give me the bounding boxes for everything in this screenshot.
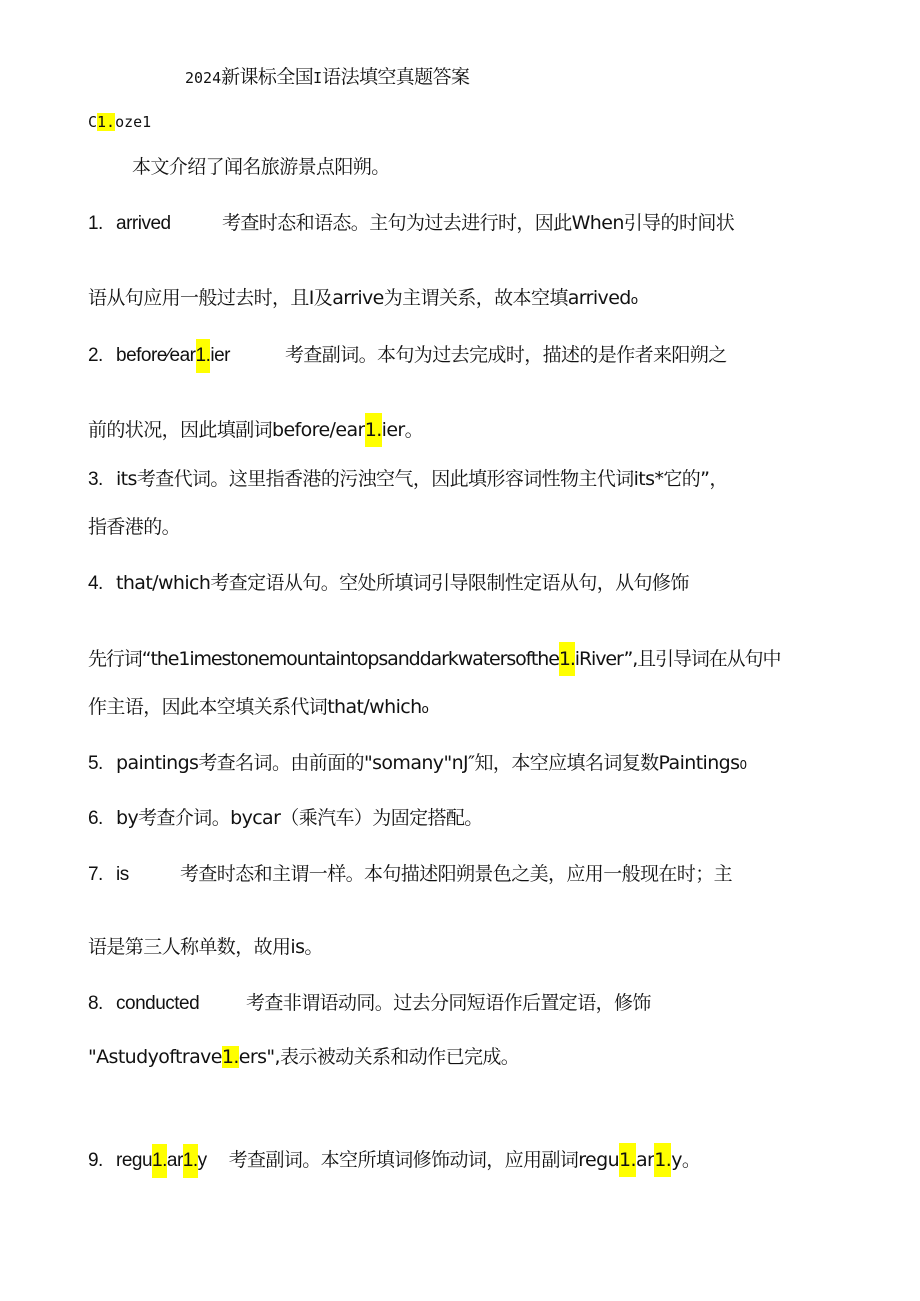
item-explanation: 前的状况，因此填副词before∕ear xyxy=(88,419,365,441)
item-explanation: 考查副词。本空所填词修饰动词，应用副词regu xyxy=(228,1149,620,1171)
item-number: 3. xyxy=(88,469,103,490)
cloze-label xyxy=(88,113,151,131)
item-explanation: that∕which考查定语从句。空处所填词引导限制性定语从句，从句修饰 xyxy=(116,572,689,594)
item-highlight: 1. xyxy=(221,1046,239,1068)
item-number: 1. xyxy=(88,213,103,234)
item-highlight: 1. xyxy=(559,642,575,676)
intro-text: 本文介绍了闻名旅游景点阳朔。 xyxy=(132,156,390,178)
item-4-line-3 xyxy=(88,692,428,719)
item-explanation: ar xyxy=(635,1149,655,1171)
item-explanation: 考查时态和主谓一样。本句描述阳朔景色之美，应用一般现在时；主 xyxy=(180,863,733,885)
item-answer-highlight: 1. xyxy=(183,1144,198,1178)
item-answer: y xyxy=(197,1150,207,1171)
item-answer: before∕ear xyxy=(116,345,196,366)
item-highlight: 1. xyxy=(619,1143,636,1177)
item-1-line-1 xyxy=(88,208,734,235)
item-explanation: ers",表示被动关系和动作已完成。 xyxy=(238,1046,520,1068)
item-4-line-1 xyxy=(88,568,689,595)
cloze-highlight: 1. xyxy=(97,113,116,131)
item-subscript: 0 xyxy=(739,758,747,772)
item-7-line-1 xyxy=(88,859,732,886)
item-answer-highlight: 1. xyxy=(152,1144,167,1178)
item-explanation: paintings考查名词。由前面的"somany"nJ″知，本空应填名词复数Paintings xyxy=(116,752,740,774)
item-number: 2. xyxy=(88,345,103,366)
item-8-line-1 xyxy=(88,988,651,1015)
item-number: 7. xyxy=(88,864,103,885)
item-6-line-1 xyxy=(88,803,483,830)
item-explanation: iRiver”,且引导词在从句中 xyxy=(574,648,781,670)
title-year: 2024 xyxy=(185,69,222,87)
item-answer: regu xyxy=(116,1150,153,1171)
item-answer: ier xyxy=(210,345,230,366)
item-explanation: y。 xyxy=(671,1149,701,1171)
item-7-line-2 xyxy=(88,932,323,959)
item-number: 8. xyxy=(88,993,103,1014)
item-2-line-2 xyxy=(88,413,423,447)
item-subscript: o xyxy=(630,293,638,307)
item-explanation: ier。 xyxy=(381,419,424,441)
cloze-post: oze1 xyxy=(115,113,152,131)
item-4-line-2 xyxy=(88,642,780,676)
item-explanation: 考查非谓语动同。过去分同短语作后置定语，修饰 xyxy=(246,992,651,1014)
title-text-1: 新课标全国 xyxy=(221,66,314,88)
cloze-pre: C xyxy=(88,113,98,131)
item-9-line-1 xyxy=(88,1143,700,1178)
item-answer: ar xyxy=(166,1150,183,1171)
item-explanation: 考查时态和语态。主句为过去进行时，因此When引导的时间状 xyxy=(222,212,735,234)
item-answer-highlight: 1. xyxy=(196,339,211,373)
item-number: 4. xyxy=(88,573,103,594)
item-2-line-1 xyxy=(88,339,727,373)
item-explanation: by考查介词。bycar（乘汽车）为固定搭配。 xyxy=(116,807,483,829)
title-roman: I xyxy=(313,69,323,87)
item-subscript: o xyxy=(421,702,429,716)
item-1-line-2 xyxy=(88,283,638,310)
item-8-line-2 xyxy=(88,1042,519,1069)
item-explanation: 考查副词。本句为过去完成时，描述的是作者来阳朔之 xyxy=(285,344,727,366)
page-title xyxy=(185,62,469,89)
item-explanation: 作主语，因此本空填关系代词that∕which xyxy=(88,696,422,718)
item-number: 6. xyxy=(88,808,103,829)
item-answer: conducted xyxy=(116,993,200,1014)
item-explanation: "Astudyoftrave xyxy=(88,1046,222,1068)
title-text-2: 语法填空真题答案 xyxy=(322,66,470,88)
item-highlight: 1. xyxy=(365,413,382,447)
item-number: 9. xyxy=(88,1150,103,1171)
item-answer: is xyxy=(116,864,129,885)
item-3-line-1 xyxy=(88,464,728,491)
item-explanation: its考查代词。这里指香港的污浊空气，因此填形容词性物主代词its*它的”， xyxy=(116,468,728,490)
item-explanation: 语是第三人称单数，故用is。 xyxy=(88,936,323,958)
item-3-line-2 xyxy=(88,512,180,539)
item-highlight: 1. xyxy=(654,1143,671,1177)
item-answer: arrived xyxy=(116,213,171,234)
item-explanation: 指香港的。 xyxy=(88,516,181,538)
item-5-line-1 xyxy=(88,748,746,775)
item-explanation: 先行词“the1imestonemountaintopsanddarkwatersofthe xyxy=(88,648,559,670)
item-number: 5. xyxy=(88,753,103,774)
item-explanation: 语从句应用一般过去时，且I及arrive为主谓关系，故本空填arrived xyxy=(88,287,631,309)
